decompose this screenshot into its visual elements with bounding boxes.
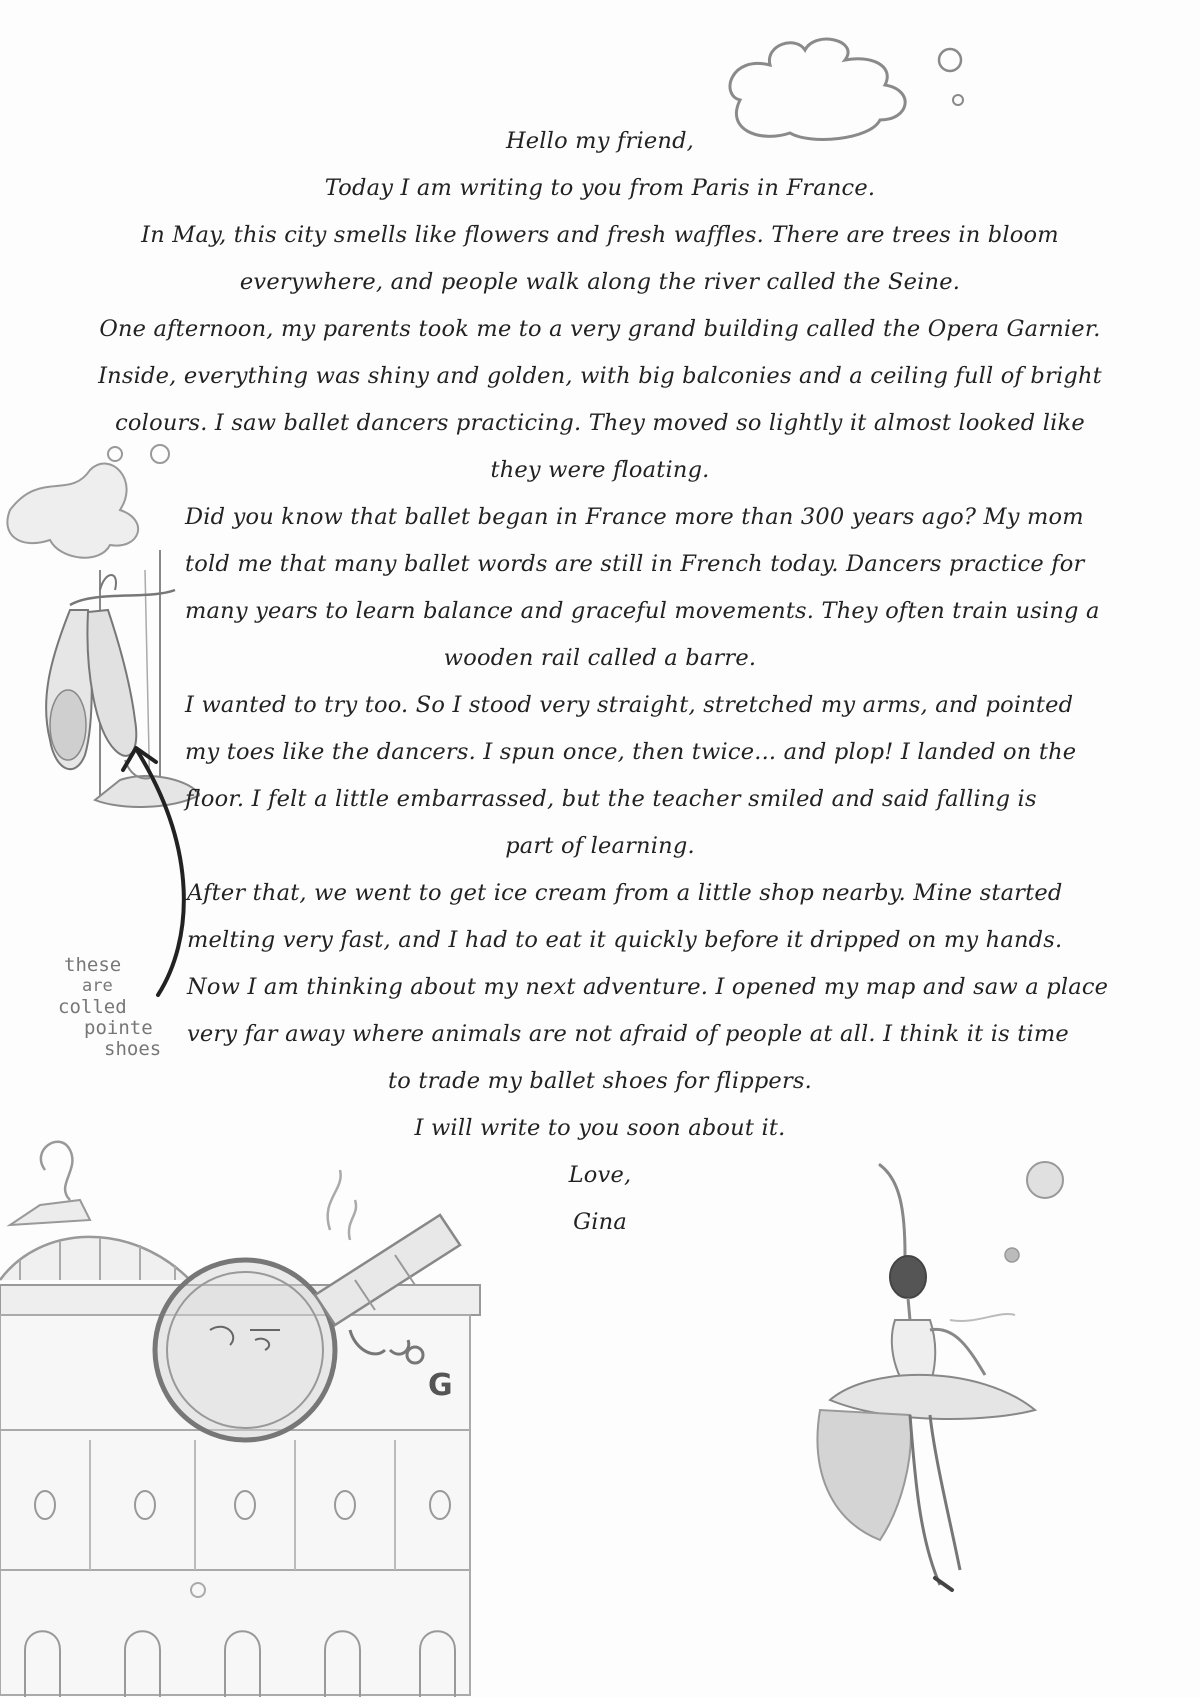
letter-line: colours. I saw ballet dancers practicing. They moved so lightly it almost looked like xyxy=(115,410,1085,436)
letter-line: Inside, everything was shiny and golden, with big balconies and a ceiling full of bright xyxy=(98,363,1102,389)
letter-greeting: Hello my friend, xyxy=(505,128,695,154)
charm-letter-g: G xyxy=(428,1368,453,1403)
letter-line: to trade my ballet shoes for flippers. xyxy=(387,1068,812,1094)
letter-line: very far away where animals are not afraid of people at all. I think it is time xyxy=(187,1021,1069,1047)
letter-line: melting very fast, and I had to eat it quickly before it dripped on my hands. xyxy=(187,927,1063,953)
letter-line: part of learning. xyxy=(505,833,695,859)
letter-line: floor. I felt a little embarrassed, but the teacher smiled and said falling is xyxy=(185,786,1037,812)
letter-line: In May, this city smells like flowers and fresh waffles. There are trees in bloom xyxy=(141,222,1059,248)
annotation-line: shoes xyxy=(104,1038,162,1060)
annotation-line: colled xyxy=(58,996,127,1018)
letter-line: Today I am writing to you from Paris in France. xyxy=(324,175,876,201)
letter-closing: Love, xyxy=(568,1162,632,1188)
annotation-line: pointe xyxy=(84,1017,153,1039)
letter-line: wooden rail called a barre. xyxy=(443,645,757,671)
letter-signature: Gina xyxy=(573,1209,627,1235)
letter-body xyxy=(95,118,1109,1246)
annotation-line: these xyxy=(64,954,122,976)
annotation-line: are xyxy=(82,976,113,996)
letter-line: everywhere, and people walk along the river called the Seine. xyxy=(239,269,961,295)
letter-line: One afternoon, my parents took me to a very grand building called the Opera Garnier. xyxy=(99,316,1101,342)
letter-line: I will write to you soon about it. xyxy=(414,1115,786,1141)
letter-line: Now I am thinking about my next adventure. I opened my map and saw a place xyxy=(187,974,1109,1000)
letter-line: After that, we went to get ice cream from a little shop nearby. Mine started xyxy=(187,880,1063,906)
letter-line: many years to learn balance and graceful movements. They often train using a xyxy=(185,598,1100,624)
letter-line: told me that many ballet words are still in French today. Dancers practice for xyxy=(185,551,1085,577)
letter-line: my toes like the dancers. I spun once, then twice... and plop! I landed on the xyxy=(185,739,1077,765)
letter-line: they were floating. xyxy=(490,457,710,483)
letter-line: I wanted to try too. So I stood very straight, stretched my arms, and pointed xyxy=(185,692,1074,718)
letter-line: Did you know that ballet began in France more than 300 years ago? My mom xyxy=(185,504,1084,530)
